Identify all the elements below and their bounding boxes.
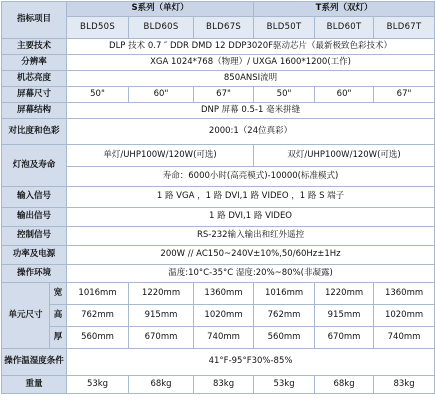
row-label: 操作环境 xyxy=(2,265,67,283)
dim-label: 宽 xyxy=(50,283,67,305)
dim-value: 740mm xyxy=(194,327,254,349)
row-weight xyxy=(2,376,435,394)
row-tech xyxy=(2,39,435,55)
row-label: 对比度和色彩 xyxy=(2,119,67,145)
row-label: 输出信号 xyxy=(2,208,67,227)
row-contrast xyxy=(2,119,435,145)
model-name: BLD60S xyxy=(129,17,194,39)
row-value: 200W // AC150~240V±10%,50/60Hz±1Hz xyxy=(67,246,435,265)
dim-label: 厚 xyxy=(50,327,67,349)
dim-value: 762mm xyxy=(254,305,315,327)
dim-value: 560mm xyxy=(67,327,129,349)
dim-value: 1020mm xyxy=(194,305,254,327)
row-label: 屏幕尺寸 xyxy=(2,87,67,103)
row-value: 温度:10°C-35°C 湿度:20%~80%(非凝露) xyxy=(67,265,435,283)
row-lamp-life xyxy=(2,167,435,187)
dim-value: 1016mm xyxy=(254,283,315,305)
model-name: BLD60T xyxy=(315,17,374,39)
dim-value: 762mm xyxy=(67,305,129,327)
dim-value: 740mm xyxy=(374,327,435,349)
row-value: 1 路 VGA ，1 路 DVI,1 路 VIDEO ，1 路 S 端子 xyxy=(67,187,435,208)
row-brightness xyxy=(2,71,435,87)
row-output xyxy=(2,208,435,227)
dim-value: 1360mm xyxy=(374,283,435,305)
row-input xyxy=(2,187,435,208)
row-unit-width xyxy=(2,283,435,305)
row-value: RS-232输入输出和红外遥控 xyxy=(67,227,435,246)
row-label: 屏幕结构 xyxy=(2,103,67,119)
row-unit-depth xyxy=(2,327,435,349)
row-label: 机芯亮度 xyxy=(2,71,67,87)
dim-label: 高 xyxy=(50,305,67,327)
row-label: 灯泡及寿命 xyxy=(2,145,67,187)
row-resolution xyxy=(2,55,435,71)
row-label: 主要技术 xyxy=(2,39,67,55)
weight-value: 83kg xyxy=(194,376,254,394)
row-label: 分辨率 xyxy=(2,55,67,71)
row-value: 41°F-95°F30%-85% xyxy=(67,349,435,376)
screen-size-value: 50" xyxy=(254,87,315,103)
header-row xyxy=(2,2,435,17)
dim-value: 670mm xyxy=(129,327,194,349)
lamp-s-value: 单灯/UHP100W/120W(可选) xyxy=(67,145,254,167)
row-label: 操作温湿度条件 xyxy=(2,349,67,376)
model-name: BLD67T xyxy=(374,17,435,39)
row-label: 单元尺寸 xyxy=(2,283,50,349)
row-value: 2000:1（24位真彩） xyxy=(67,119,435,145)
t-series-header: T系列（双灯） xyxy=(254,2,435,17)
row-control xyxy=(2,227,435,246)
row-value: DNP 屏幕 0.5-1 毫米拼缝 xyxy=(67,103,435,119)
model-name: BLD67S xyxy=(194,17,254,39)
dim-value: 915mm xyxy=(315,305,374,327)
dim-value: 670mm xyxy=(315,327,374,349)
row-op-temp xyxy=(2,349,435,376)
weight-value: 53kg xyxy=(67,376,129,394)
spec-table xyxy=(1,1,435,394)
s-series-header: S系列（单灯） xyxy=(67,2,254,17)
screen-size-value: 60" xyxy=(129,87,194,103)
screen-size-value: 67" xyxy=(194,87,254,103)
weight-value: 53kg xyxy=(254,376,315,394)
lamp-life-value: 寿命：6000小时(高亮模式)-10000(标准模式) xyxy=(67,167,435,187)
row-power xyxy=(2,246,435,265)
row-label: 重量 xyxy=(2,376,67,394)
row-environment xyxy=(2,265,435,283)
weight-value: 68kg xyxy=(129,376,194,394)
model-name: BLD50T xyxy=(254,17,315,39)
dim-value: 1360mm xyxy=(194,283,254,305)
screen-size-value: 60" xyxy=(315,87,374,103)
row-label: 输入信号 xyxy=(2,187,67,208)
item-header: 指标项目 xyxy=(2,2,67,39)
dim-value: 915mm xyxy=(129,305,194,327)
row-value: 1 路 DVI,1 路 VIDEO xyxy=(67,208,435,227)
model-name: BLD50S xyxy=(67,17,129,39)
dim-value: 1220mm xyxy=(315,283,374,305)
lamp-t-value: 双灯/UHP100W/120W(可选) xyxy=(254,145,435,167)
row-value: 850ANSI流明 xyxy=(67,71,435,87)
weight-value: 68kg xyxy=(315,376,374,394)
weight-value: 83kg xyxy=(374,376,435,394)
row-value: DLP 技术 0.7 ″ DDR DMD 12 DDP3020F驱动芯片（最新极致色彩技术） xyxy=(67,39,435,55)
dim-value: 1016mm xyxy=(67,283,129,305)
row-screen-size xyxy=(2,87,435,103)
screen-size-value: 67" xyxy=(374,87,435,103)
row-value: XGA 1024*768（物理）/ UXGA 1600*1200(工作) xyxy=(67,55,435,71)
dim-value: 560mm xyxy=(254,327,315,349)
model-row xyxy=(2,17,435,39)
screen-size-value: 50" xyxy=(67,87,129,103)
row-unit-height xyxy=(2,305,435,327)
row-label: 控制信号 xyxy=(2,227,67,246)
row-lamp xyxy=(2,145,435,167)
row-label: 功率及电源 xyxy=(2,246,67,265)
dim-value: 1020mm xyxy=(374,305,435,327)
dim-value: 1220mm xyxy=(129,283,194,305)
row-screen-structure xyxy=(2,103,435,119)
